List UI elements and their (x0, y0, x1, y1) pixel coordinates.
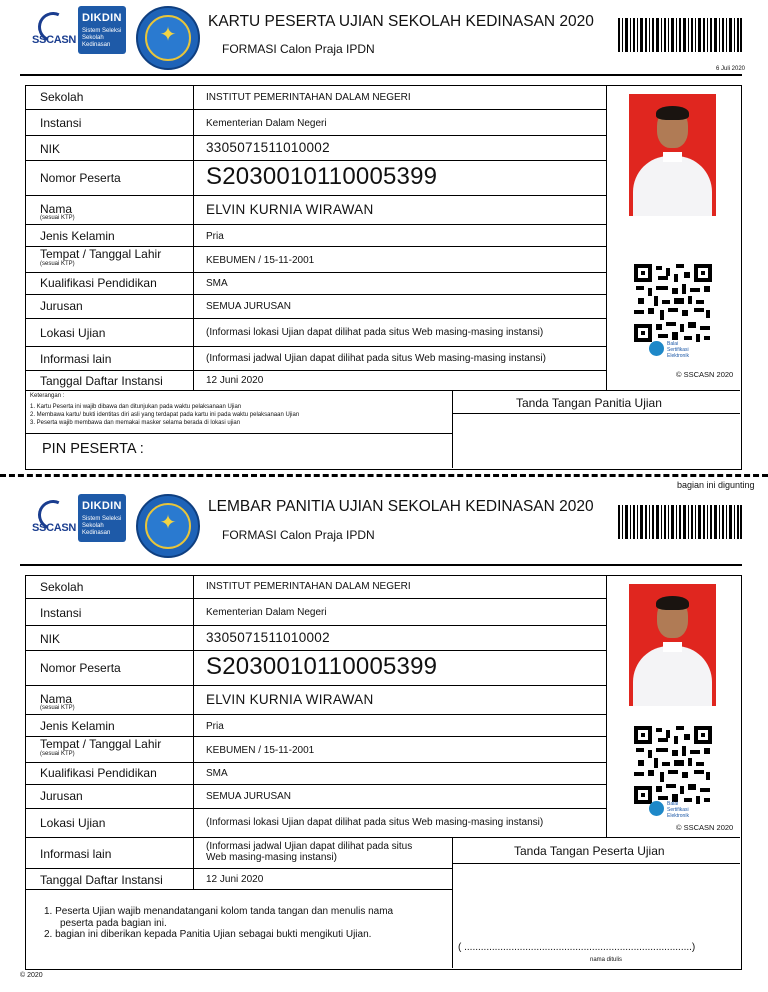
label-nomor-peserta-b: Nomor Peserta (40, 661, 121, 675)
value-sekolah-b: INSTITUT PEMERINTAHAN DALAM NEGERI (206, 581, 411, 592)
label-instansi: Instansi (40, 116, 82, 130)
lembar-note-1a: 1. Peserta Ujian wajib menandatangani kolom tanda tangan dan menulis nama (44, 906, 394, 917)
value-instansi: Kementerian Dalam Negeri (206, 118, 327, 129)
sertif-line3-b: Elektronik (667, 813, 689, 819)
label-tanggal-b: Tanggal Daftar Instansi (40, 873, 163, 887)
keterangan-title: Keterangan : (30, 393, 65, 399)
value-informasi-b-line2: Web masing-masing instansi) (206, 852, 337, 863)
label-kualifikasi: Kualifikasi Pendidikan (40, 276, 157, 290)
value-jurusan: SEMUA JURUSAN (206, 301, 292, 312)
label-informasi-b: Informasi lain (40, 847, 112, 861)
kemendagri-seal-bottom (136, 494, 200, 558)
value-instansi-b: Kementerian Dalam Negeri (206, 607, 327, 618)
label-lokasi-b: Lokasi Ujian (40, 816, 106, 830)
kemendagri-seal (136, 6, 200, 70)
dikdin-logo (78, 6, 126, 54)
seal-star-icon: ✦ (159, 24, 177, 46)
barcode-bottom (618, 505, 742, 539)
sertifikasi-icon (649, 341, 664, 356)
label-kualifikasi-b: Kualifikasi Pendidikan (40, 766, 157, 780)
value-lokasi-b: (Informasi lokasi Ujian dapat dilihat pada situs Web masing-masing instansi) (206, 817, 544, 828)
label-jurusan: Jurusan (40, 299, 83, 313)
label-nama-sub: (sesuai KTP) (40, 215, 75, 221)
lembar-note-1b: peserta pada bagian ini. (60, 918, 167, 929)
value-informasi: (Informasi jadwal Ujian dapat dilihat pada situs Web masing-masing instansi) (206, 353, 546, 364)
keterangan-item-2: 2. Membawa kartu/ bukti identitas diri asli yang terdapat pada kartu ini pada waktu pelaksanaan Ujian (30, 412, 300, 418)
card-title: KARTU PESERTA UJIAN SEKOLAH KEDINASAN 2020 (208, 13, 594, 30)
value-lokasi: (Informasi lokasi Ujian dapat dilihat pada situs Web masing-masing instansi) (206, 327, 544, 338)
sscasn-logo-text: SSCASN (32, 34, 77, 46)
keterangan-item-1: 1. Kartu Peserta ini wajib dibawa dan ditunjukan pada waktu pelaksanaan Ujian (30, 404, 242, 410)
label-ttl: Tempat / Tanggal Lahir (40, 247, 162, 261)
value-informasi-b-line1: (Informasi jadwal Ujian dapat dilihat pada situs (206, 841, 413, 852)
label-tanggal: Tanggal Daftar Instansi (40, 374, 163, 388)
value-jenis-kelamin: Pria (206, 231, 224, 242)
footer-copyright: © 2020 (20, 972, 43, 979)
value-tanggal-b: 12 Juni 2020 (206, 874, 264, 885)
label-ttl-sub-b: (sesuai KTP) (40, 751, 75, 757)
value-kualifikasi-b: SMA (206, 768, 228, 779)
cut-line (0, 474, 768, 477)
sscasn-logo-bottom (32, 500, 76, 534)
ttd-panitia-label: Tanda Tangan Panitia Ujian (516, 396, 662, 410)
label-sekolah: Sekolah (40, 90, 84, 104)
dikdin-logo-bottom (78, 494, 126, 542)
label-ttl-sub: (sesuai KTP) (40, 261, 75, 267)
value-ttl-b: KEBUMEN / 15-11-2001 (206, 745, 315, 756)
participant-photo-bottom (629, 584, 716, 706)
qr-code-top (634, 264, 712, 342)
value-nik: 3305071511010002 (206, 140, 330, 155)
dikdin-logo-title-bottom: DIKDIN (82, 500, 122, 512)
label-sekolah-b: Sekolah (40, 580, 84, 594)
cut-label: bagian ini digunting (677, 480, 755, 490)
dikdin-logo-sub1-bottom: Sistem Seleksi (82, 516, 122, 522)
lembar-note-2: 2. bagian ini diberikan kepada Panitia Ujian sebagai bukti mengikuti Ujian. (44, 929, 372, 940)
label-jurusan-b: Jurusan (40, 789, 83, 803)
label-ttl-b: Tempat / Tanggal Lahir (40, 737, 162, 751)
label-nama: Nama (40, 202, 73, 216)
sertif-line2: Sertifikasi (667, 347, 689, 353)
header-rule-bottom (20, 564, 742, 566)
keterangan-item-3: 3. Peserta wajib membawa dan memakai masker selama berada di lokasi ujian (30, 420, 241, 426)
value-jurusan-b: SEMUA JURUSAN (206, 791, 292, 802)
name-write-line: ( ..................................................................................) (458, 942, 696, 953)
participant-photo (629, 94, 716, 216)
dikdin-logo-sub2-bottom: Sekolah Kedinasan (82, 523, 111, 536)
lembar-formasi: FORMASI Calon Praja IPDN (222, 528, 375, 542)
label-lokasi: Lokasi Ujian (40, 326, 106, 340)
label-nama-b: Nama (40, 692, 73, 706)
value-nama-b: ELVIN KURNIA WIRAWAN (206, 692, 374, 707)
barcode-top (618, 18, 742, 52)
ttd-peserta-label: Tanda Tangan Peserta Ujian (514, 844, 665, 858)
value-tanggal: 12 Juni 2020 (206, 375, 264, 386)
print-date: 6 Juli 2020 (716, 66, 746, 72)
nama-ditulis-caption: nama ditulis (590, 957, 623, 963)
value-kualifikasi: SMA (206, 278, 228, 289)
sertifikasi-icon-bottom (649, 801, 664, 816)
label-nama-sub-b: (sesuai KTP) (40, 705, 75, 711)
label-nik-b: NIK (40, 632, 61, 646)
dikdin-logo-sub2: Sekolah Kedinasan (82, 35, 111, 48)
value-nik-b: 3305071511010002 (206, 630, 330, 645)
sertifikasi-badge-bottom (649, 800, 709, 818)
value-ttl: KEBUMEN / 15-11-2001 (206, 255, 315, 266)
sertif-line3: Elektronik (667, 353, 689, 359)
label-nik: NIK (40, 142, 61, 156)
label-jenis-kelamin: Jenis Kelamin (40, 229, 115, 243)
label-informasi: Informasi lain (40, 352, 112, 366)
card-formasi: FORMASI Calon Praja IPDN (222, 42, 375, 56)
lembar-title: LEMBAR PANITIA UJIAN SEKOLAH KEDINASAN 2020 (208, 498, 594, 515)
sscasn-logo-text-bottom: SSCASN (32, 522, 77, 534)
value-nomor-peserta: S2030010110005399 (206, 163, 438, 190)
header-rule-top (20, 74, 742, 76)
value-nomor-peserta-b: S2030010110005399 (206, 653, 438, 680)
value-sekolah: INSTITUT PEMERINTAHAN DALAM NEGERI (206, 92, 411, 103)
value-jenis-kelamin-b: Pria (206, 721, 224, 732)
label-instansi-b: Instansi (40, 606, 82, 620)
sscasn-logo (32, 12, 76, 46)
lembar-note-1 (44, 906, 393, 930)
sertifikasi-badge-top (649, 340, 709, 358)
value-nama: ELVIN KURNIA WIRAWAN (206, 202, 374, 217)
seal-star-icon-bottom: ✦ (159, 512, 177, 534)
sertif-line1-b: Balai (667, 801, 679, 807)
sertif-line2-b: Sertifikasi (667, 807, 689, 813)
dikdin-logo-title: DIKDIN (82, 12, 122, 24)
value-informasi-b (206, 841, 412, 863)
qr-copyright-top: © SSCASN 2020 (676, 370, 734, 379)
qr-copyright-bottom: © SSCASN 2020 (676, 823, 734, 832)
qr-code-bottom (634, 726, 712, 804)
pin-peserta-label: PIN PESERTA : (42, 441, 144, 457)
label-nomor-peserta: Nomor Peserta (40, 171, 121, 185)
dikdin-logo-sub1: Sistem Seleksi (82, 28, 122, 34)
label-jenis-kelamin-b: Jenis Kelamin (40, 719, 115, 733)
sertif-line1: Balai (667, 341, 679, 347)
